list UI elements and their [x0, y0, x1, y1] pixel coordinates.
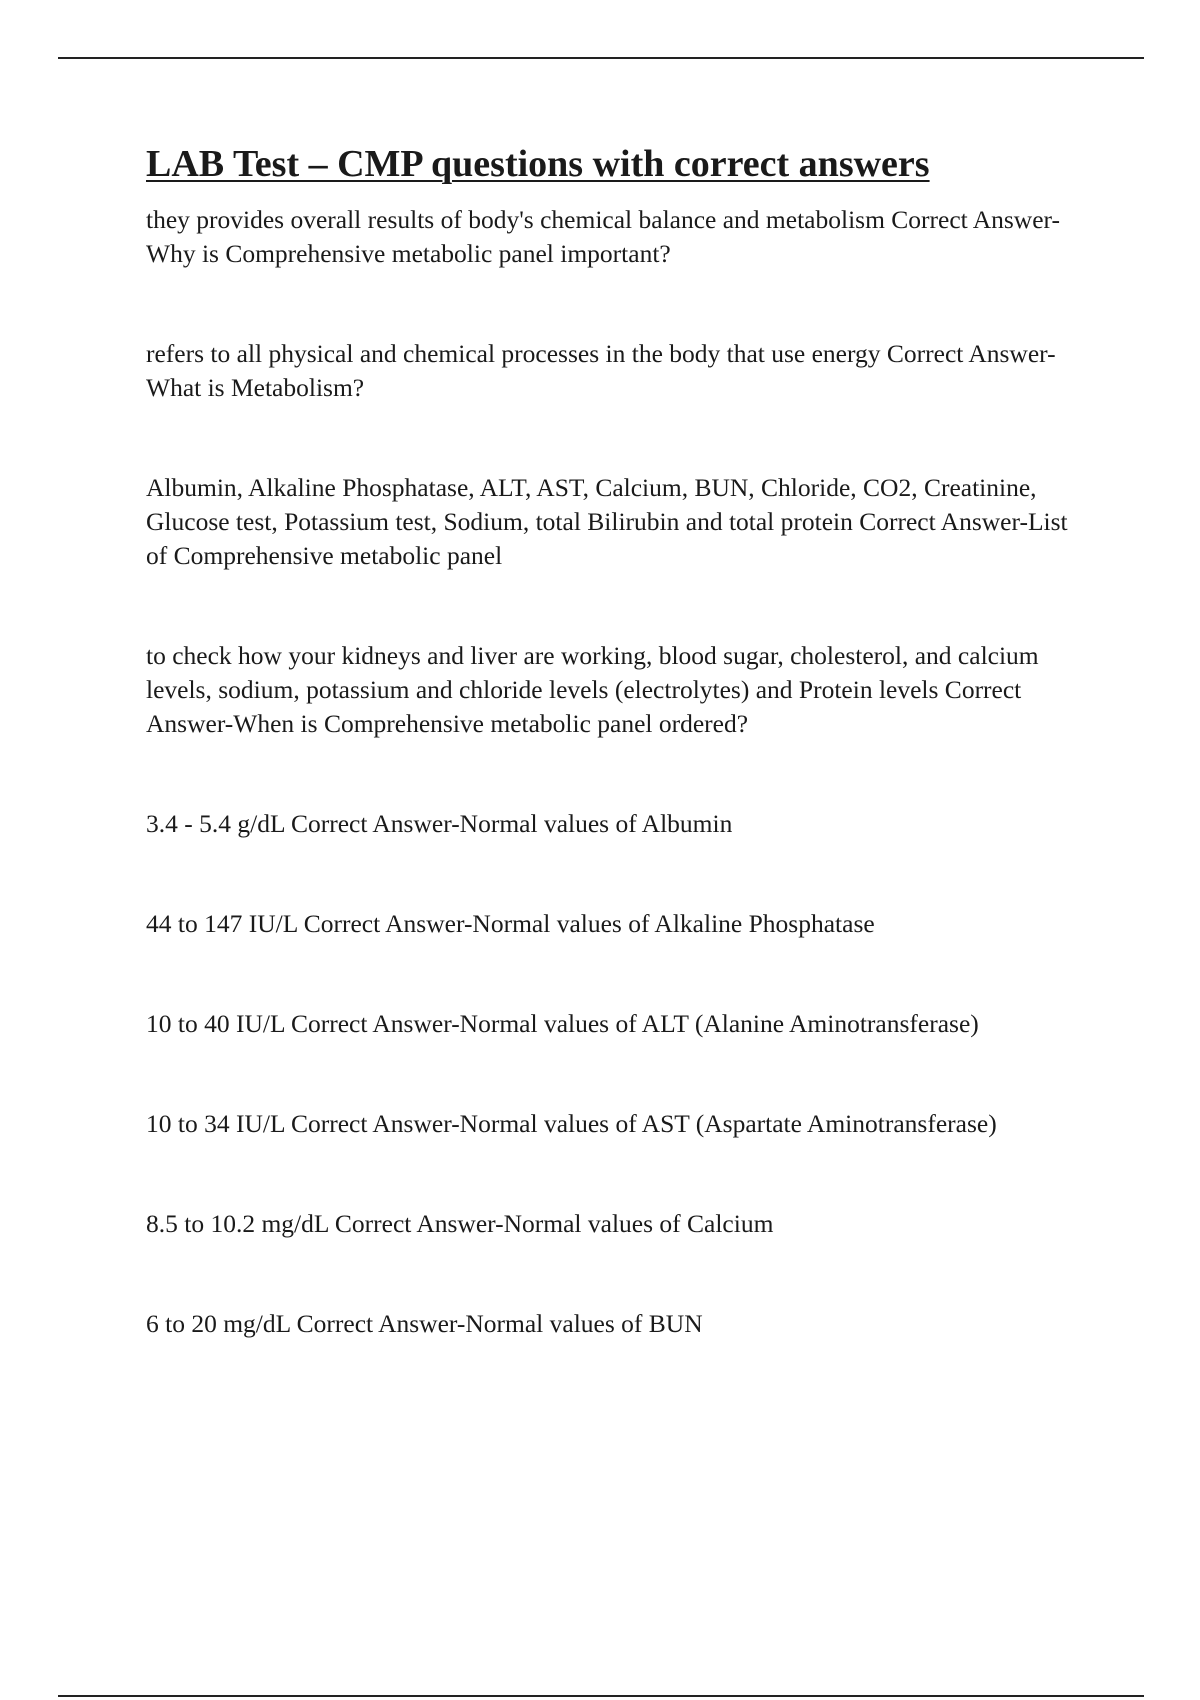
qa-entry: they provides overall results of body's chemical balance and metabolism Correct Answer-Why is Comprehensive metabolic panel important?	[146, 205, 1061, 269]
qa-entry: 10 to 34 IU/L Correct Answer-Normal values of AST (Aspartate Aminotransferase)	[146, 1109, 997, 1139]
qa-entry: 44 to 147 IU/L Correct Answer-Normal values of Alkaline Phosphatase	[146, 909, 875, 939]
qa-entry: 8.5 to 10.2 mg/dL Correct Answer-Normal values of Calcium	[146, 1209, 774, 1239]
qa-entry: 3.4 - 5.4 g/dL Correct Answer-Normal values of Albumin	[146, 809, 733, 839]
qa-entry: Albumin, Alkaline Phosphatase, ALT, AST, Calcium, BUN, Chloride, CO2, Creatinine, Glucose test, Potassium test, Sodium, total Bilirubin and total protein Correct Answer-List of Comprehensive metabolic panel	[146, 473, 1068, 571]
header-rule	[58, 57, 1144, 59]
qa-entry: to check how your kidneys and liver are working, blood sugar, cholesterol, and calcium levels, sodium, potassium and chloride levels (electrolytes) and Protein levels Correct Answer-When is Comprehensive metabolic panel ordered?	[146, 641, 1039, 739]
qa-entry: 10 to 40 IU/L Correct Answer-Normal values of ALT (Alanine Aminotransferase)	[146, 1009, 979, 1039]
footer-rule	[58, 1695, 1144, 1697]
qa-entry: refers to all physical and chemical processes in the body that use energy Correct Answer-What is Metabolism?	[146, 339, 1056, 403]
document-title: LAB Test – CMP questions with correct answers	[146, 143, 930, 185]
qa-entry: 6 to 20 mg/dL Correct Answer-Normal values of BUN	[146, 1309, 703, 1339]
document-body	[146, 140, 1091, 1341]
